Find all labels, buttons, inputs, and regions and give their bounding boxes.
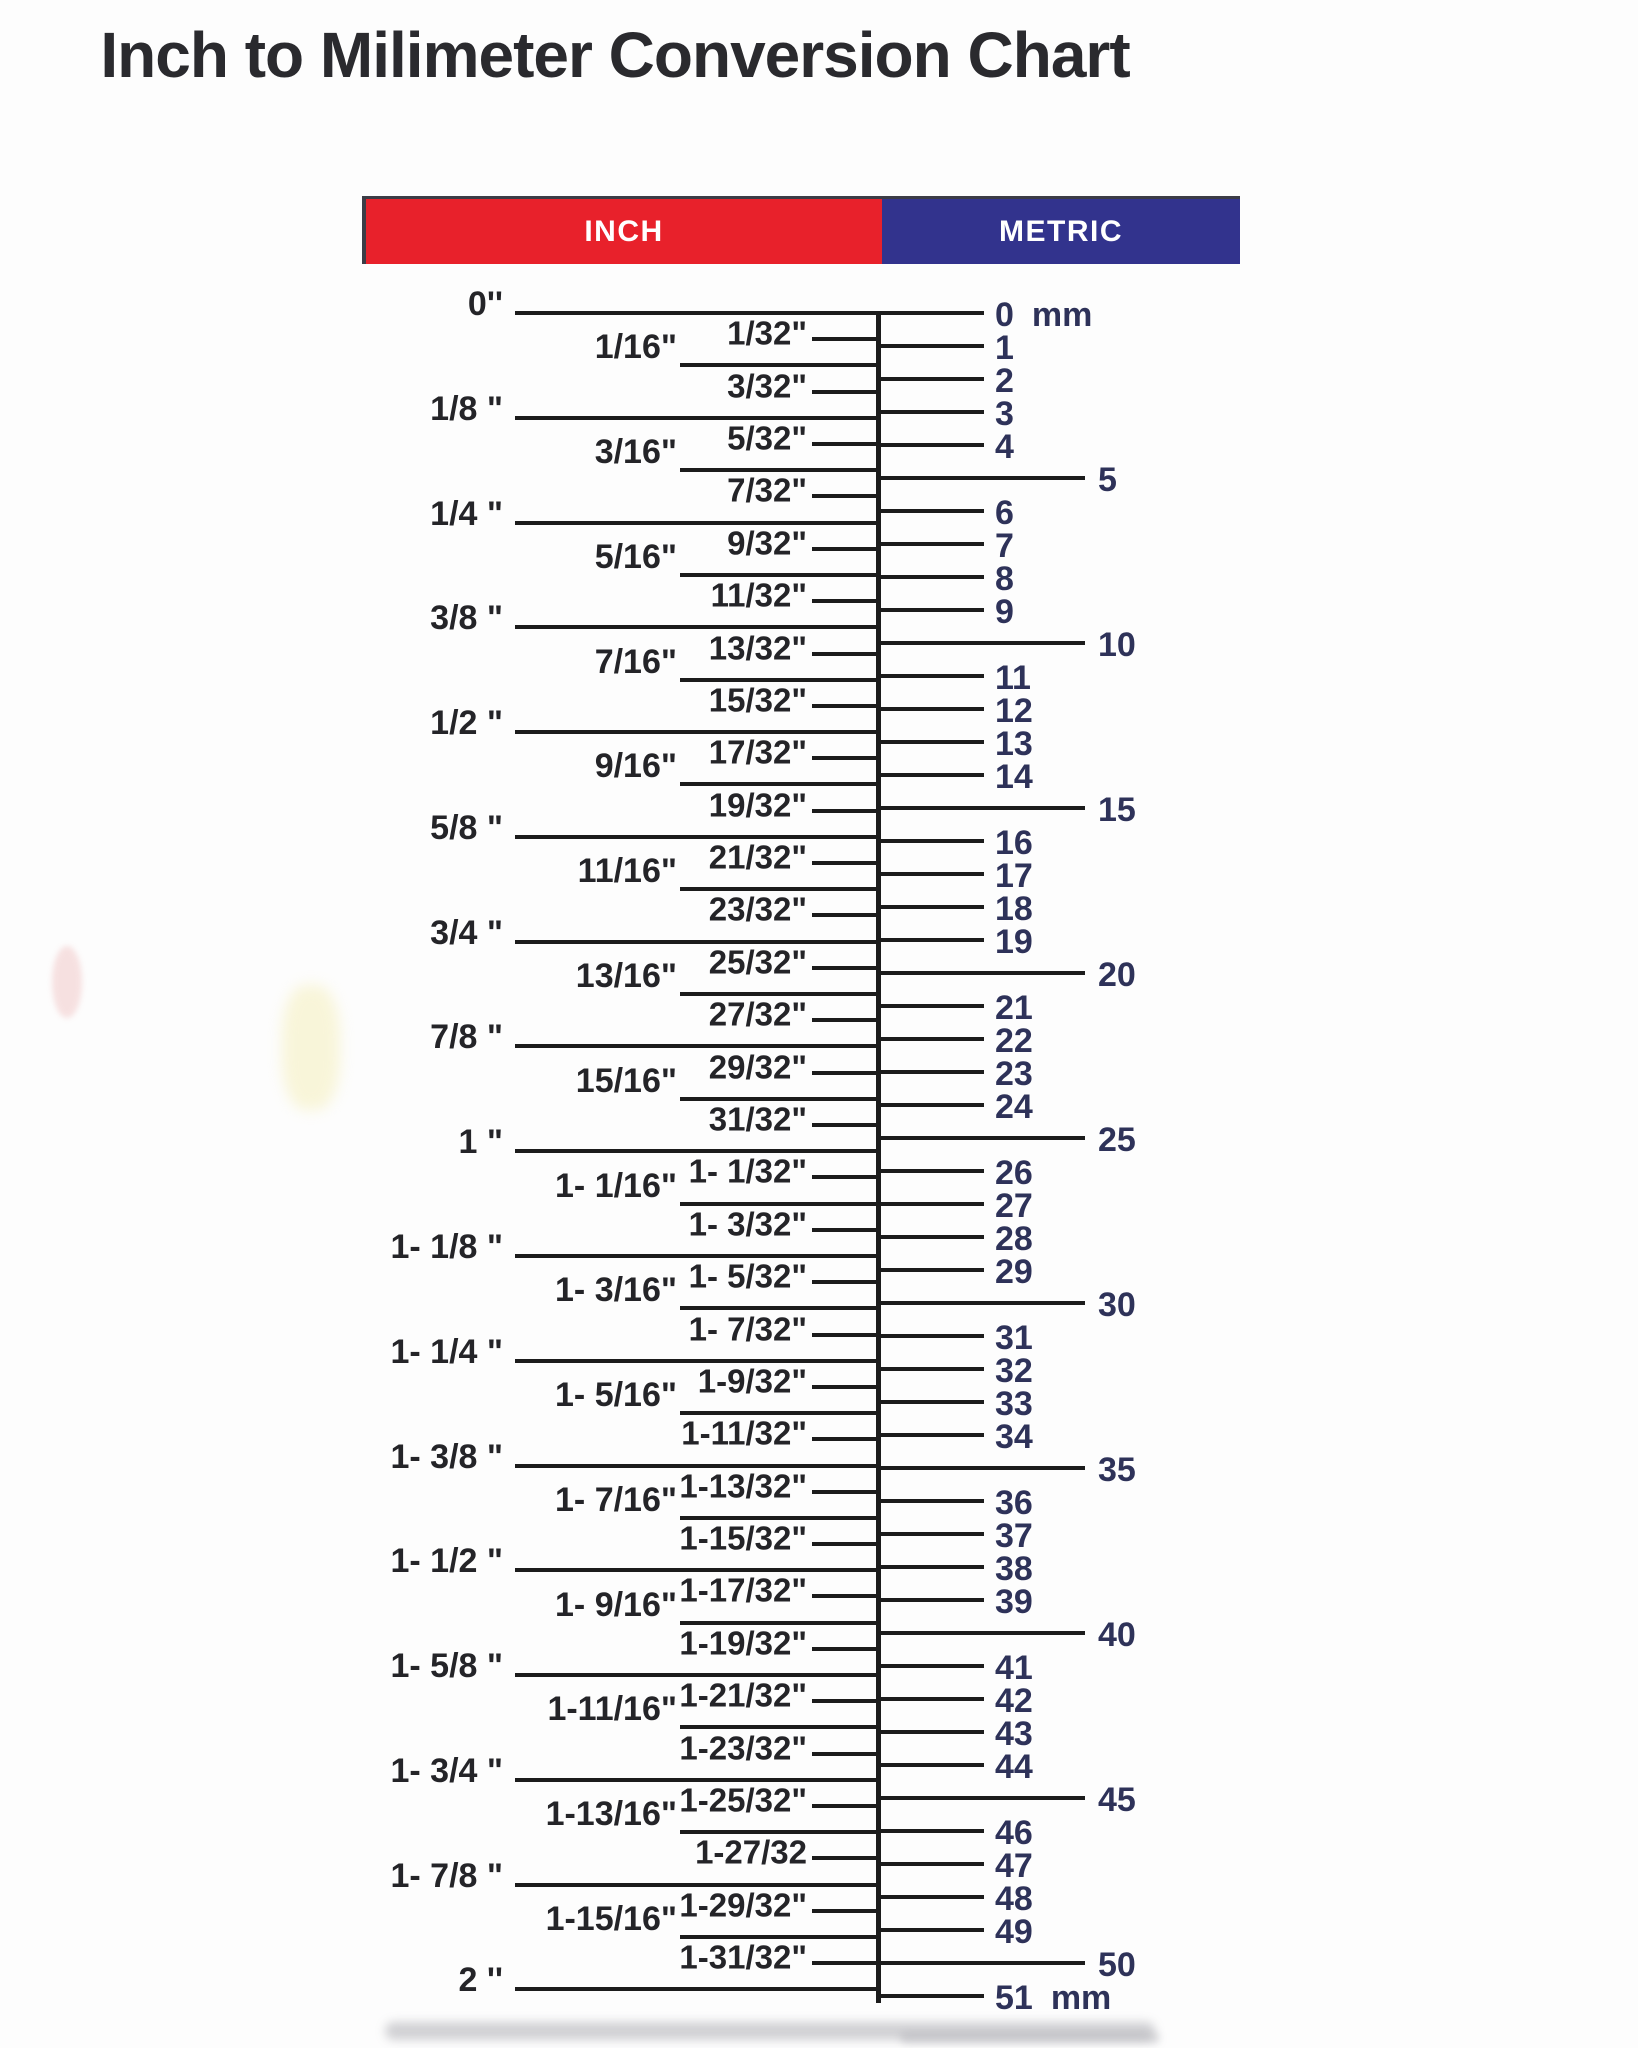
inch-tick-label: 1- 1/2 " (390, 1542, 503, 1581)
inch-tick-label: 3/32" (727, 367, 807, 405)
mm-tick-label: 44 (995, 1748, 1033, 1786)
mm-tick-label: 13 (995, 725, 1033, 763)
mm-tick-line (878, 1763, 984, 1767)
inch-tick-label: 17/32" (708, 733, 807, 771)
inch-tick-line (812, 1071, 878, 1075)
mm-tick-line (878, 872, 984, 876)
mm-tick-label: 2 (995, 362, 1014, 400)
inch-tick-label: 11/16" (577, 852, 677, 891)
mm-tick-label: 10 (1098, 626, 1136, 664)
mm-tick-line (878, 971, 1085, 975)
inch-tick-label: 1/16" (594, 328, 677, 367)
inch-tick-line (812, 704, 878, 708)
inch-tick-line (812, 861, 878, 865)
mm-tick-label: 1 (995, 329, 1014, 367)
mm-tick-label: 27 (995, 1187, 1033, 1225)
inch-tick-line (812, 966, 878, 970)
inch-tick-label: 11/32" (710, 576, 807, 614)
mm-tick-label: 17 (995, 857, 1033, 895)
inch-tick-label: 0'' (467, 285, 503, 323)
mm-tick-line (878, 1994, 984, 1998)
inch-tick-label: 7/16" (594, 642, 677, 681)
mm-tick-line (878, 575, 984, 579)
inch-tick-label: 23/32" (708, 890, 807, 928)
mm-tick-label: 43 (995, 1715, 1033, 1753)
inch-tick-label: 15/16" (575, 1061, 677, 1100)
mm-tick-line (878, 1928, 984, 1932)
mm-tick-label: 11 (995, 659, 1031, 697)
mm-tick-line (878, 1499, 984, 1503)
mm-tick-label: 36 (995, 1484, 1033, 1522)
inch-tick-line (812, 1490, 878, 1494)
mm-tick-label: 48 (995, 1880, 1033, 1918)
mm-tick-label: 6 (995, 494, 1014, 532)
inch-tick-label: 3/8 " (430, 599, 503, 638)
mm-tick-line (878, 443, 984, 447)
mm-tick-label: 40 (1098, 1616, 1136, 1654)
inch-tick-line (812, 652, 878, 656)
inch-tick-line (812, 1594, 878, 1598)
inch-tick-label: 31/32" (708, 1100, 807, 1138)
inch-tick-line (515, 940, 878, 944)
mm-tick-label: 41 (995, 1649, 1033, 1687)
mm-tick-line (878, 1862, 984, 1866)
mm-tick-label: 8 (995, 560, 1014, 598)
inch-tick-line (812, 547, 878, 551)
inch-tick-line (812, 1856, 878, 1860)
inch-tick-label: 7/8 " (430, 1018, 503, 1057)
inch-tick-label: 1/32" (727, 314, 807, 352)
inch-tick-label: 1- 1/16" (555, 1166, 677, 1205)
mm-tick-line (878, 1070, 984, 1074)
mm-tick-line (878, 608, 984, 612)
inch-tick-line (515, 416, 878, 420)
inch-tick-label: 1- 3/16" (555, 1271, 677, 1310)
mm-tick-label: 21 (995, 989, 1033, 1027)
inch-tick-label: 1- 7/8 " (390, 1856, 503, 1895)
inch-tick-label: 5/32" (727, 419, 807, 457)
mm-tick-label: 19 (995, 923, 1033, 961)
mm-tick-label: 34 (995, 1418, 1033, 1456)
inch-tick-line (812, 442, 878, 446)
mm-tick-line (878, 1433, 984, 1437)
inch-tick-line (812, 1647, 878, 1651)
inch-tick-label: 1- 5/8 " (390, 1647, 503, 1686)
mm-tick-label: 22 (995, 1022, 1033, 1060)
mm-tick-label: 42 (995, 1682, 1033, 1720)
inch-tick-label: 7/32" (727, 471, 807, 509)
inch-tick-line (812, 1123, 878, 1127)
inch-tick-label: 1-15/16" (545, 1900, 677, 1938)
mm-tick-label: 25 (1098, 1121, 1136, 1159)
inch-tick-line (812, 809, 878, 813)
inch-tick-line (812, 1752, 878, 1756)
inch-tick-line (812, 1385, 878, 1389)
mm-tick-label: 33 (995, 1385, 1033, 1423)
mm-tick-line (878, 1169, 984, 1173)
inch-tick-label: 13/32" (708, 629, 807, 667)
inch-tick-label: 1-23/32" (679, 1729, 807, 1767)
mm-tick-line (878, 1532, 984, 1536)
mm-tick-label: 23 (995, 1055, 1033, 1093)
mm-tick-line (878, 1697, 984, 1701)
mm-tick-label: 18 (995, 890, 1033, 928)
inch-tick-label: 1- 7/16" (555, 1480, 677, 1519)
inch-tick-label: 1-11/16" (547, 1690, 677, 1729)
metric-header-label: METRIC (999, 214, 1123, 248)
inch-tick-label: 9/32" (727, 524, 807, 562)
mm-tick-label: 5 (1098, 461, 1117, 499)
inch-tick-label: 1/2 " (430, 704, 503, 743)
inch-tick-line (812, 1280, 878, 1284)
mm-tick-line (878, 1004, 984, 1008)
mm-tick-label: 30 (1098, 1286, 1136, 1324)
mm-tick-line (878, 1037, 984, 1041)
inch-tick-label: 3/4 " (430, 913, 503, 952)
inch-tick-line (812, 756, 878, 760)
inch-tick-label: 1-31/32" (679, 1938, 807, 1976)
inch-tick-label: 1- 5/16" (555, 1376, 677, 1415)
inch-tick-line (812, 913, 878, 917)
inch-tick-label: 1/8 " (430, 389, 503, 428)
mm-tick-label: 51 mm (995, 1979, 1112, 2017)
inch-tick-label: 1- 7/32" (688, 1310, 807, 1348)
mm-tick-label: 14 (995, 758, 1033, 796)
inch-tick-label: 1- 9/16" (555, 1585, 677, 1624)
mm-tick-line (878, 1334, 984, 1338)
inch-tick-line (812, 1542, 878, 1546)
mm-tick-line (878, 1730, 984, 1734)
inch-tick-label: 1-15/32" (679, 1519, 807, 1557)
mm-tick-line (878, 1136, 1085, 1140)
mm-tick-label: 47 (995, 1847, 1033, 1885)
mm-tick-label: 15 (1098, 791, 1136, 829)
inch-tick-label: 1-21/32" (679, 1676, 807, 1714)
inch-tick-label: 13/16" (575, 957, 677, 996)
mm-tick-label: 12 (995, 692, 1033, 730)
inch-tick-label: 1-25/32" (679, 1781, 807, 1819)
inch-tick-label: 29/32" (708, 1048, 807, 1086)
mm-tick-line (878, 1664, 984, 1668)
mm-tick-line (878, 1367, 984, 1371)
mm-tick-line (878, 1268, 984, 1272)
inch-tick-line (515, 311, 878, 315)
inch-tick-label: 1- 3/8 " (390, 1437, 503, 1476)
inch-tick-label: 1- 3/32" (688, 1205, 807, 1243)
inch-tick-label: 1- 1/8 " (390, 1227, 503, 1266)
inch-tick-label: 1-13/16" (545, 1795, 677, 1834)
inch-tick-line (515, 835, 878, 839)
mm-tick-line (878, 707, 984, 711)
inch-tick-line (812, 1018, 878, 1022)
inch-tick-line (812, 599, 878, 603)
inch-tick-label: 1-29/32" (679, 1886, 807, 1924)
inch-tick-label: 1-13/32" (679, 1467, 807, 1505)
mm-tick-label: 35 (1098, 1451, 1136, 1489)
inch-tick-line (515, 1987, 878, 1991)
mm-tick-label: 39 (995, 1583, 1033, 1621)
inch-tick-label: 2 '' (458, 1961, 503, 2000)
inch-tick-label: 19/32" (708, 786, 807, 824)
inch-tick-label: 9/16" (594, 747, 677, 786)
inch-tick-label: 15/32" (708, 681, 807, 719)
mm-tick-label: 20 (1098, 956, 1136, 994)
inch-tick-label: 1-19/32" (679, 1624, 807, 1662)
mm-unit-suffix: mm (1031, 296, 1093, 334)
mm-tick-line (878, 740, 984, 744)
ruler-center-line (876, 311, 881, 2003)
mm-tick-line (878, 905, 984, 909)
mm-tick-label: 45 (1098, 1781, 1136, 1819)
mm-tick-line (878, 1895, 984, 1899)
mm-tick-label: 31 (995, 1319, 1033, 1357)
inch-tick-line (812, 1909, 878, 1913)
mm-tick-label: 28 (995, 1220, 1033, 1258)
inch-tick-label: 1- 1/4 " (390, 1332, 503, 1371)
mm-tick-label: 0 mm (995, 296, 1093, 334)
mm-tick-line (878, 509, 984, 513)
inch-tick-line (812, 1804, 878, 1808)
mm-tick-line (878, 1961, 1085, 1965)
mm-tick-label: 4 (995, 428, 1014, 466)
inch-header-label: INCH (584, 214, 664, 248)
inch-tick-label: 1-17/32" (679, 1571, 807, 1609)
mm-tick-label: 26 (995, 1154, 1033, 1192)
mm-tick-line (878, 1565, 984, 1569)
inch-tick-line (515, 730, 878, 734)
mm-tick-line (878, 641, 1085, 645)
inch-tick-line (515, 1359, 878, 1363)
mm-tick-line (878, 1631, 1085, 1635)
inch-tick-label: 1 " (458, 1123, 503, 1162)
inch-tick-line (812, 1333, 878, 1337)
mm-unit-suffix: mm (1050, 1979, 1112, 2017)
inch-tick-label: 25/32" (708, 943, 807, 981)
mm-tick-line (878, 773, 984, 777)
mm-tick-label: 38 (995, 1550, 1033, 1588)
mm-tick-line (878, 1598, 984, 1602)
mm-tick-label: 9 (995, 593, 1014, 631)
inch-tick-label: 5/8 " (430, 808, 503, 847)
inch-tick-label: 1- 1/32" (688, 1152, 807, 1190)
inch-tick-label: 1-9/32" (697, 1362, 807, 1400)
inch-tick-label: 1/4 " (430, 494, 503, 533)
mm-tick-line (878, 1400, 984, 1404)
mm-tick-line (878, 1301, 1085, 1305)
page-title: Inch to Milimeter Conversion Chart (100, 19, 1130, 91)
mm-tick-label: 3 (995, 395, 1014, 433)
mm-tick-line (878, 806, 1085, 810)
inch-tick-label: 21/32" (708, 838, 807, 876)
inch-tick-line (812, 494, 878, 498)
inch-tick-label: 1- 3/4 " (390, 1751, 503, 1790)
mm-tick-label: 46 (995, 1814, 1033, 1852)
inch-tick-line (515, 1044, 878, 1048)
inch-tick-line (812, 1437, 878, 1441)
mm-tick-line (878, 938, 984, 942)
mm-tick-line (878, 476, 1085, 480)
inch-tick-line (812, 1699, 878, 1703)
inch-tick-label: 5/16" (594, 537, 677, 576)
mm-tick-line (878, 839, 984, 843)
mm-tick-label: 16 (995, 824, 1033, 862)
inch-tick-label: 1-27/32 (695, 1833, 807, 1871)
mm-tick-line (878, 1202, 984, 1206)
mm-tick-line (878, 410, 984, 414)
inch-tick-line (812, 390, 878, 394)
mm-tick-label: 7 (995, 527, 1014, 565)
inch-tick-line (812, 1175, 878, 1179)
mm-tick-label: 24 (995, 1088, 1033, 1126)
mm-tick-line (878, 311, 984, 315)
mm-tick-label: 32 (995, 1352, 1033, 1390)
inch-tick-label: 1- 5/32" (688, 1257, 807, 1295)
mm-tick-label: 50 (1098, 1946, 1136, 1984)
mm-tick-line (878, 377, 984, 381)
inch-tick-label: 1-11/32" (681, 1414, 807, 1452)
mm-tick-line (878, 1235, 984, 1239)
inch-tick-line (812, 337, 878, 341)
mm-tick-line (878, 674, 984, 678)
mm-tick-label: 49 (995, 1913, 1033, 1951)
mm-tick-line (878, 542, 984, 546)
mm-tick-line (878, 1103, 984, 1107)
inch-tick-line (515, 521, 878, 525)
mm-tick-line (878, 1466, 1085, 1470)
inch-tick-line (812, 1961, 878, 1965)
inch-tick-line (812, 1228, 878, 1232)
mm-tick-line (878, 1796, 1085, 1800)
inch-tick-label: 27/32" (708, 995, 807, 1033)
inch-tick-line (515, 625, 878, 629)
mm-tick-label: 37 (995, 1517, 1033, 1555)
mm-tick-label: 29 (995, 1253, 1033, 1291)
mm-tick-line (878, 344, 984, 348)
mm-tick-line (878, 1829, 984, 1833)
inch-tick-label: 3/16" (594, 433, 677, 472)
